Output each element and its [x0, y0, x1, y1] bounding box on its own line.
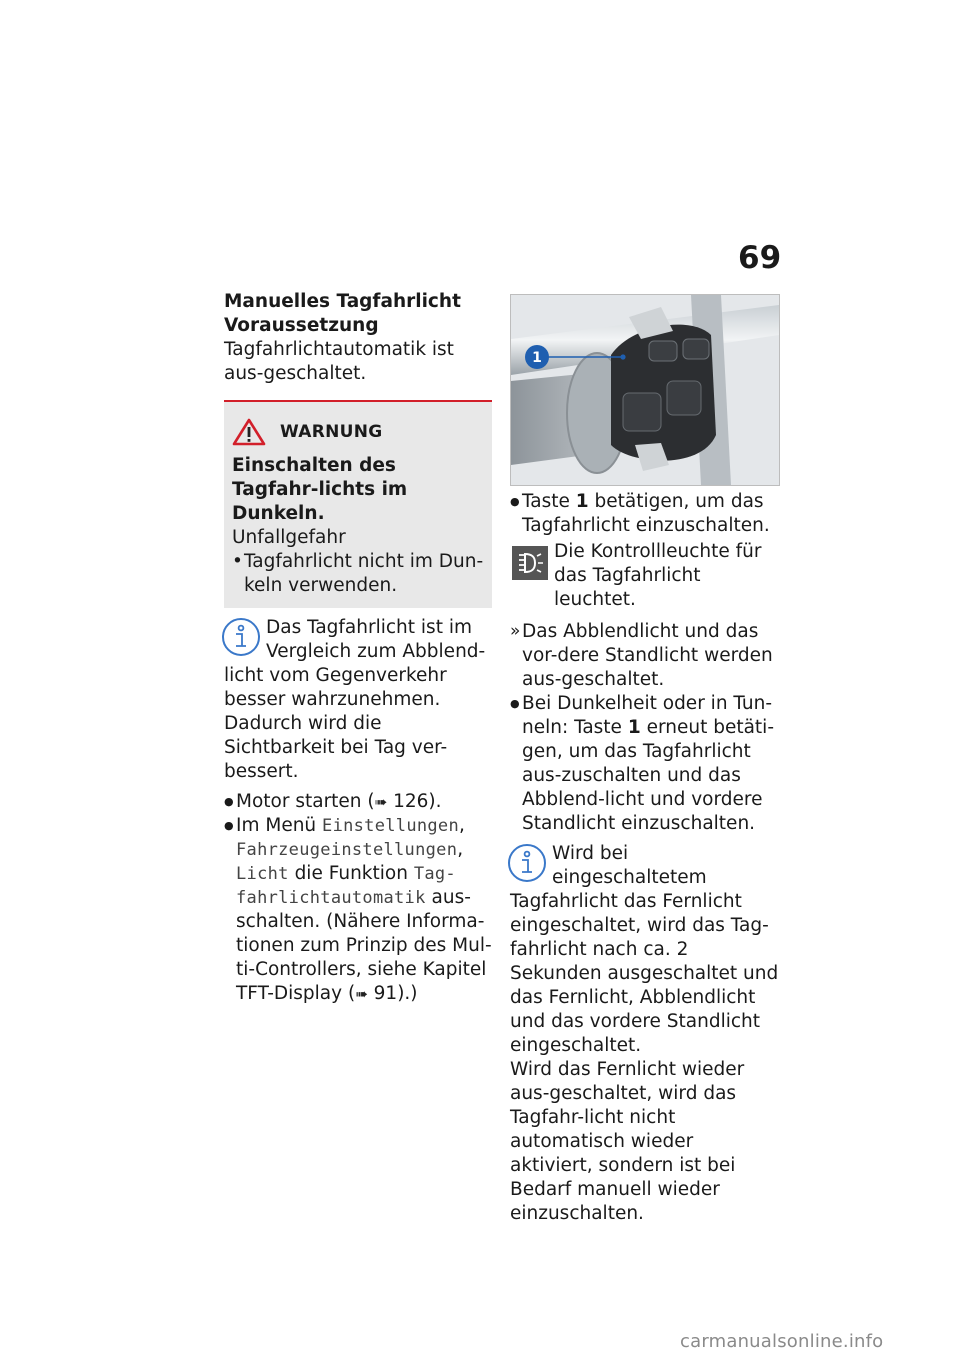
right-column — [510, 294, 780, 1226]
warning-header — [232, 418, 484, 446]
result-text: » Das Abblendlicht und das vor-dere Standlicht werden aus-geschaltet. — [510, 620, 780, 692]
page-number: 69 — [738, 240, 782, 276]
warning-label: WARNUNG — [280, 422, 383, 442]
info-text-2: Wird das Fernlicht wieder aus-geschaltet, wird das Tagfahr-licht nicht automatisch wieder aktiviert, sondern ist bei Bedarf manuell wieder einzuschalten. — [510, 1059, 745, 1224]
warning-box — [224, 400, 492, 608]
daytime-light-indicator-icon — [512, 546, 548, 580]
info-text: Das Tagfahrlicht ist im Vergleich zum Abblend-licht vom Gegenverkehr besser wahrzunehmen. Dadurch wird die Sichtbarkeit bei Tag ver-bessert. — [224, 617, 486, 782]
warning-risk: Unfallgefahr — [232, 527, 346, 548]
precondition-text: Tagfahrlichtautomatik ist aus-geschaltet. — [224, 339, 454, 384]
left-column — [224, 290, 492, 1006]
page-reference[interactable]: 126 — [393, 791, 429, 812]
page-ref-arrow-icon: ➠ — [374, 793, 388, 811]
info-note — [224, 616, 492, 784]
page-reference[interactable]: 91 — [373, 983, 398, 1004]
indicator-text: Die Kontrollleuchte für das Tagfahrlicht leuchtet. — [554, 541, 762, 610]
step-tunnel: ● Bei Dunkelheit oder in Tun-neln: Taste 1 erneut betäti-gen, um das Tagfahrlicht aus-zuschalten und das Abblend-licht und vordere Standlicht einzuschalten. — [510, 692, 780, 836]
warning-triangle-icon — [232, 418, 266, 446]
precondition-heading: Voraussetzung — [224, 315, 379, 336]
handlebar-switch-illustration — [511, 295, 779, 485]
steps-list — [224, 790, 492, 1006]
watermark: carmanualsonline.info — [680, 1331, 884, 1352]
warning-item: • Tagfahrlicht nicht im Dun-keln verwenden. — [232, 550, 484, 598]
info-text-1: Wird bei eingeschaltetem Tagfahrlicht das Fernlicht eingeschaltet, wird das Tag-fahrlicht nach ca. 2 Sekunden ausgeschaltet und das Fernlicht, Abblendlicht und das vordere Standlicht eingeschaltet. — [510, 843, 779, 1056]
menu-path-light: Licht — [236, 864, 289, 884]
menu-function: Tag-fahrlichtautomatik — [236, 864, 456, 908]
menu-path-settings: Einstellungen — [322, 816, 459, 836]
step-press-button: ● Taste 1 betätigen, um das Tagfahrlicht einzuschalten. — [510, 490, 780, 538]
figure-callout: 1 — [532, 350, 542, 366]
page-ref-arrow-icon: ➠ — [355, 985, 368, 1003]
handlebar-switch-figure — [510, 294, 780, 486]
warning-title: Einschalten des Tagfahr-lichts im Dunkeln. — [232, 455, 408, 524]
info-icon — [220, 616, 262, 658]
menu-path-vehicle: Fahrzeugeinstellungen — [236, 840, 458, 860]
info-icon — [506, 842, 548, 884]
right-steps-2 — [510, 692, 780, 836]
right-steps — [510, 490, 780, 538]
step-start-engine: ● Motor starten (➠ 126). — [224, 790, 492, 814]
section-heading: Manuelles Tagfahrlicht — [224, 291, 461, 312]
indicator-note — [510, 540, 780, 612]
step-menu: ● Im Menü Einstellungen, Fahrzeugeinstellungen, Licht die Funktion Tag-fahrlichtautomatik aus-schalten. (Nähere Informa-tionen zum Prinzip des Mul-ti-Controllers, siehe Kapitel TFT-Display (➠ 91).) — [224, 814, 492, 1006]
info-note-high-beam — [510, 842, 780, 1226]
warning-list — [232, 550, 484, 598]
